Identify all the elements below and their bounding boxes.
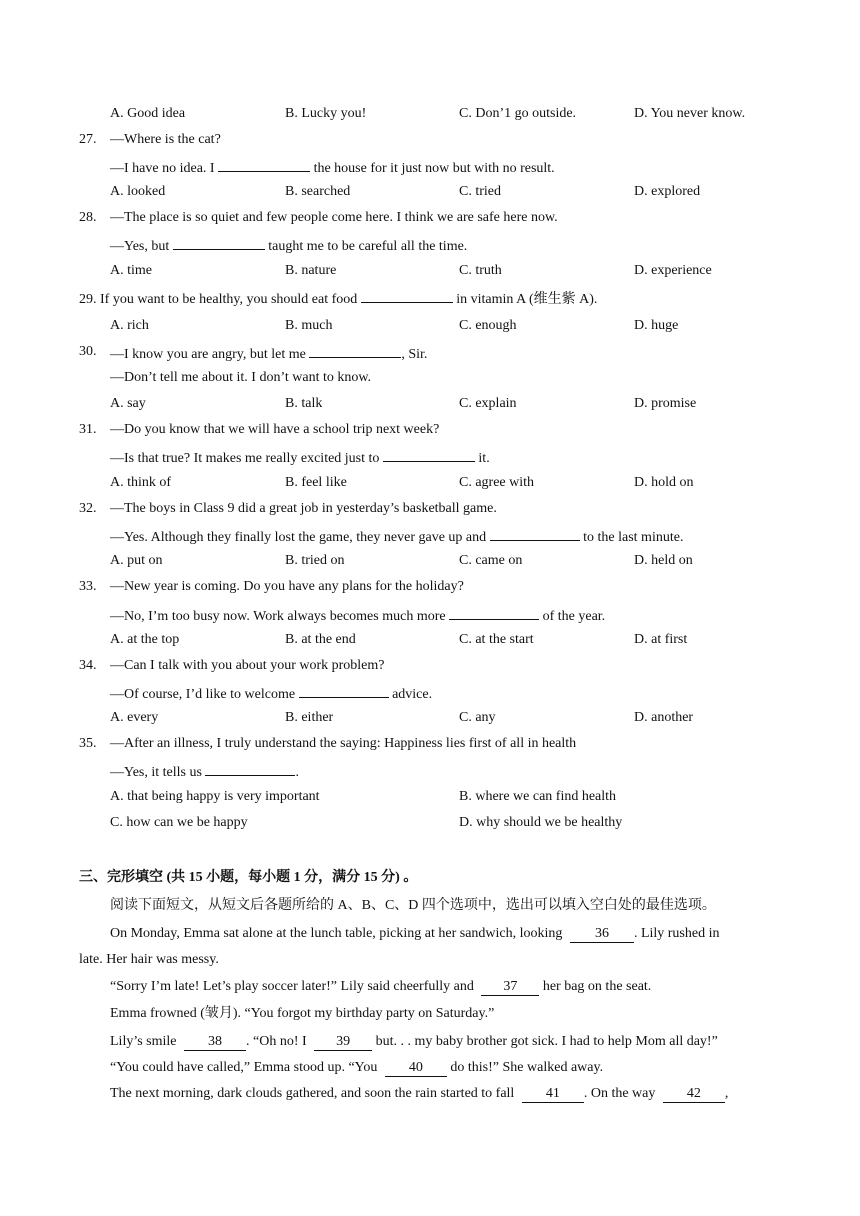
blank-40: 40 [385,1060,447,1077]
q32-option-b: B. tried on [285,553,345,568]
q29-option-a: A. rich [110,318,149,333]
q31-line1: —Do you know that we will have a school trip next week? [110,422,440,437]
q31-number: 31. [79,422,97,437]
q28-line2-post: taught me to be careful all the time. [268,239,468,254]
q34-option-c: C. any [459,710,496,725]
passage-text: “Sorry I’m late! Let’s play soccer later!” Lily said cheerfully and [110,979,474,994]
q34-line2 [110,683,432,704]
q31-option-b: B. feel like [285,475,347,490]
q31-option-a: A. think of [110,475,172,490]
q30-line1-post: , Sir. [401,347,428,362]
blank-38: 38 [184,1034,246,1051]
q35-line1: —After an illness, I truly understand the saying: Happiness lies first of all in health [110,736,577,751]
q28-answer-blank [173,235,265,250]
q28-option-b: B. nature [285,263,337,278]
passage-paragraph-1-cont: late. Her hair was messy. [79,952,219,967]
q30-line2: —Don’t tell me about it. I don’t want to know. [110,370,372,385]
q27-line1: —Where is the cat? [110,132,221,147]
section-instruction: 阅读下面短文，从短文后各题所给的 A、B、C、D 四个选项中，选出可以填入空白处的最佳选项。 [110,898,716,913]
q35-line2 [110,761,299,782]
q33-line2-post: of the year. [542,609,606,624]
q34-option-d: D. another [634,710,694,725]
q31-option-d: D. hold on [634,475,694,490]
passage-text: . “Oh no! I [246,1034,307,1049]
q31-line2-post: it. [478,451,490,466]
q35-option-a: A. that being happy is very important [110,789,320,804]
passage-paragraph-3: Emma frowned (皱月). “You forgot my birthday party on Saturday.” [110,1006,495,1021]
q29-option-c: C. enough [459,318,517,333]
q27-option-a: A. looked [110,184,166,199]
section-heading: 三、完形填空 (共 15 小题，每小题 1 分，满分 15 分) 。 [79,870,418,885]
passage-text: . Lily rushed in [633,926,720,941]
q35-option-b: B. where we can find health [459,789,617,804]
q34-answer-blank [299,683,389,698]
q35-option-d: D. why should we be healthy [459,815,623,830]
q28-line2 [110,235,467,256]
passage-text: On Monday, Emma sat alone at the lunch table, picking at her sandwich, looking [110,926,563,941]
q32-line1: —The boys in Class 9 did a great job in yesterday’s basketball game. [110,501,497,516]
q32-answer-blank [490,526,580,541]
passage-text: The next morning, dark clouds gathered, and soon the rain started to fall [110,1086,515,1101]
q27-number: 27. [79,132,97,147]
blank-42: 42 [663,1086,725,1103]
q30-option-d: D. promise [634,396,697,411]
q29-answer-blank [361,288,453,303]
q33-number: 33. [79,579,97,594]
passage-paragraph-1 [110,925,785,943]
q27-option-c: C. tried [459,184,501,199]
q32-option-a: A. put on [110,553,163,568]
q31-line2-pre: —Is that true? It makes me really excited just to [110,451,380,466]
passage-text: , [724,1086,729,1101]
q34-line2-post: advice. [392,687,433,702]
q29-option-d: D. huge [634,318,679,333]
q33-line2-pre: —No, I’m too busy now. Work always becomes much more [110,609,446,624]
q28-option-c: C. truth [459,263,502,278]
passage-paragraph-5 [110,1059,603,1077]
q27-option-d: D. explored [634,184,701,199]
q35-number: 35. [79,736,97,751]
q27-line2 [110,157,555,178]
blank-37: 37 [481,979,539,996]
q32-line2-pre: —Yes. Although they finally lost the game, they never gave up and [110,530,487,545]
q33-option-d: D. at first [634,632,688,647]
passage-text: Lily’s smile [110,1034,177,1049]
q26-option-d: D. You never know. [634,106,746,121]
q32-number: 32. [79,501,97,516]
q30-option-a: A. say [110,396,146,411]
blank-36: 36 [570,926,634,943]
q27-answer-blank [218,157,310,172]
q33-answer-blank [449,605,539,620]
q34-number: 34. [79,658,97,673]
q29-line1-pre: 29. If you want to be healthy, you should eat food [79,292,358,307]
q29-option-b: B. much [285,318,333,333]
q34-line2-pre: —Of course, I’d like to welcome [110,687,296,702]
passage-text: . On the way [583,1086,656,1101]
q32-line2 [110,526,683,547]
q35-answer-blank [205,761,295,776]
q33-line1: —New year is coming. Do you have any plans for the holiday? [110,579,464,594]
q32-line2-post: to the last minute. [583,530,684,545]
q30-answer-blank [309,343,401,358]
q33-option-a: A. at the top [110,632,180,647]
q29-line1 [79,288,597,309]
passage-text: “You could have called,” Emma stood up. “You [110,1060,378,1075]
q32-option-d: D. held on [634,553,693,568]
q28-option-a: A. time [110,263,152,278]
q26-option-a: A. Good idea [110,106,186,121]
q32-option-c: C. came on [459,553,523,568]
q33-option-c: C. at the start [459,632,534,647]
q35-line2-pre: —Yes, it tells us [110,765,202,780]
q26-option-c: C. Don’1 go outside. [459,106,577,121]
q28-line2-pre: —Yes, but [110,239,170,254]
passage-text: her bag on the seat. [542,979,652,994]
q27-line2-post: the house for it just now but with no result. [313,161,555,176]
q30-line1 [110,343,427,364]
passage-paragraph-2 [110,978,651,996]
blank-41: 41 [522,1086,584,1103]
q31-answer-blank [383,447,475,462]
blank-39: 39 [314,1034,372,1051]
q27-line2-pre: —I have no idea. I [110,161,215,176]
q34-option-a: A. every [110,710,159,725]
q26-option-b: B. Lucky you! [285,106,367,121]
q34-line1: —Can I talk with you about your work problem? [110,658,385,673]
passage-paragraph-4 [110,1033,718,1051]
q33-option-b: B. at the end [285,632,356,647]
passage-text: but. . . my baby brother got sick. I had to help Mom all day!” [375,1034,718,1049]
q27-option-b: B. searched [285,184,351,199]
q28-line1: —The place is so quiet and few people come here. I think we are safe here now. [110,210,558,225]
q30-option-b: B. talk [285,396,323,411]
q35-line2-post: . [295,765,299,780]
q35-option-c: C. how can we be happy [110,815,248,830]
q28-number: 28. [79,210,97,225]
q31-option-c: C. agree with [459,475,535,490]
passage-paragraph-6 [110,1085,728,1103]
q28-option-d: D. experience [634,263,712,278]
q31-line2 [110,447,490,468]
q30-line1-pre: —I know you are angry, but let me [110,347,306,362]
q30-option-c: C. explain [459,396,517,411]
q29-line1-post: in vitamin A (维生紫 A). [456,292,598,307]
q33-line2 [110,605,605,626]
q30-number: 30. [79,344,97,359]
q34-option-b: B. either [285,710,334,725]
passage-text: do this!” She walked away. [450,1060,604,1075]
